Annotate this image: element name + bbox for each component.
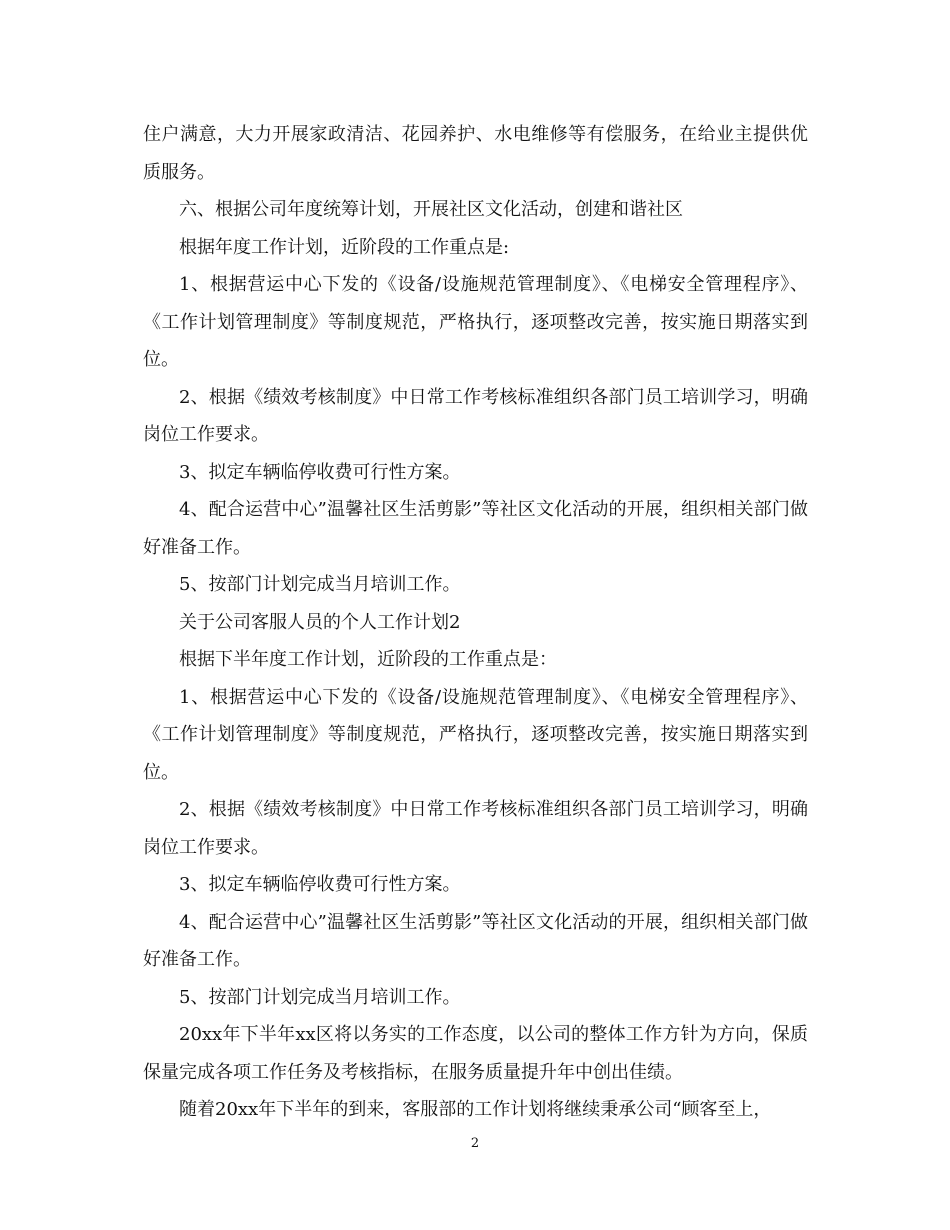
page-number: 2 bbox=[470, 1136, 480, 1151]
paragraph: 根据年度工作计划，近阶段的工作重点是: bbox=[179, 236, 510, 258]
paragraph: 根据下半年度工作计划，近阶段的工作重点是： bbox=[179, 649, 557, 670]
paragraph: 随着20xx年下半年的到来，客服部的工作计划将继续秉承公司“顾客至上， bbox=[179, 1099, 772, 1120]
paragraph: 六、根据公司年度统筹计划，开展社区文化活动，创建和谐社区 bbox=[179, 199, 683, 220]
paragraph: 20xx年下半年xx区将以务实的工作态度，以公司的整体工作方针为方向，保质保量完成各项工作任务及考核指标，在服务质量提升年中创出佳绩。 bbox=[143, 1024, 808, 1083]
paragraph: 4、配合运营中心”温馨社区生活剪影”等社区文化活动的开展，组织相关部门做好准备工作。 bbox=[143, 499, 808, 558]
paragraph: 1、根据营运中心下发的《设备/设施规范管理制度》、《电梯安全管理程序》、《工作计划管理制度》等制度规范，严格执行，逐项整改完善，按实施日期落实到位。 bbox=[143, 274, 808, 370]
section-heading: 关于公司客服人员的个人工作计划2 bbox=[179, 611, 461, 633]
paragraph: 4、配合运营中心”温馨社区生活剪影”等社区文化活动的开展，组织相关部门做好准备工作。 bbox=[143, 911, 808, 970]
document-body bbox=[143, 116, 808, 1129]
paragraph: 3、拟定车辆临停收费可行性方案。 bbox=[179, 874, 461, 895]
paragraph: 3、拟定车辆临停收费可行性方案。 bbox=[179, 461, 461, 483]
paragraph: 5、按部门计划完成当月培训工作。 bbox=[179, 986, 461, 1008]
paragraph: 5、按部门计划完成当月培训工作。 bbox=[179, 574, 461, 595]
paragraph: 1、根据营运中心下发的《设备/设施规范管理制度》、《电梯安全管理程序》、《工作计划管理制度》等制度规范，严格执行，逐项整改完善，按实施日期落实到位。 bbox=[143, 686, 808, 783]
paragraph: 住户满意，大力开展家政清洁、花园养护、水电维修等有偿服务，在给业主提供优质服务。 bbox=[143, 124, 808, 183]
paragraph: 2、根据《绩效考核制度》中日常工作考核标准组织各部门员工培训学习，明确岗位工作要求。 bbox=[143, 799, 808, 858]
paragraph: 2、根据《绩效考核制度》中日常工作考核标准组织各部门员工培训学习，明确岗位工作要求。 bbox=[143, 386, 808, 445]
